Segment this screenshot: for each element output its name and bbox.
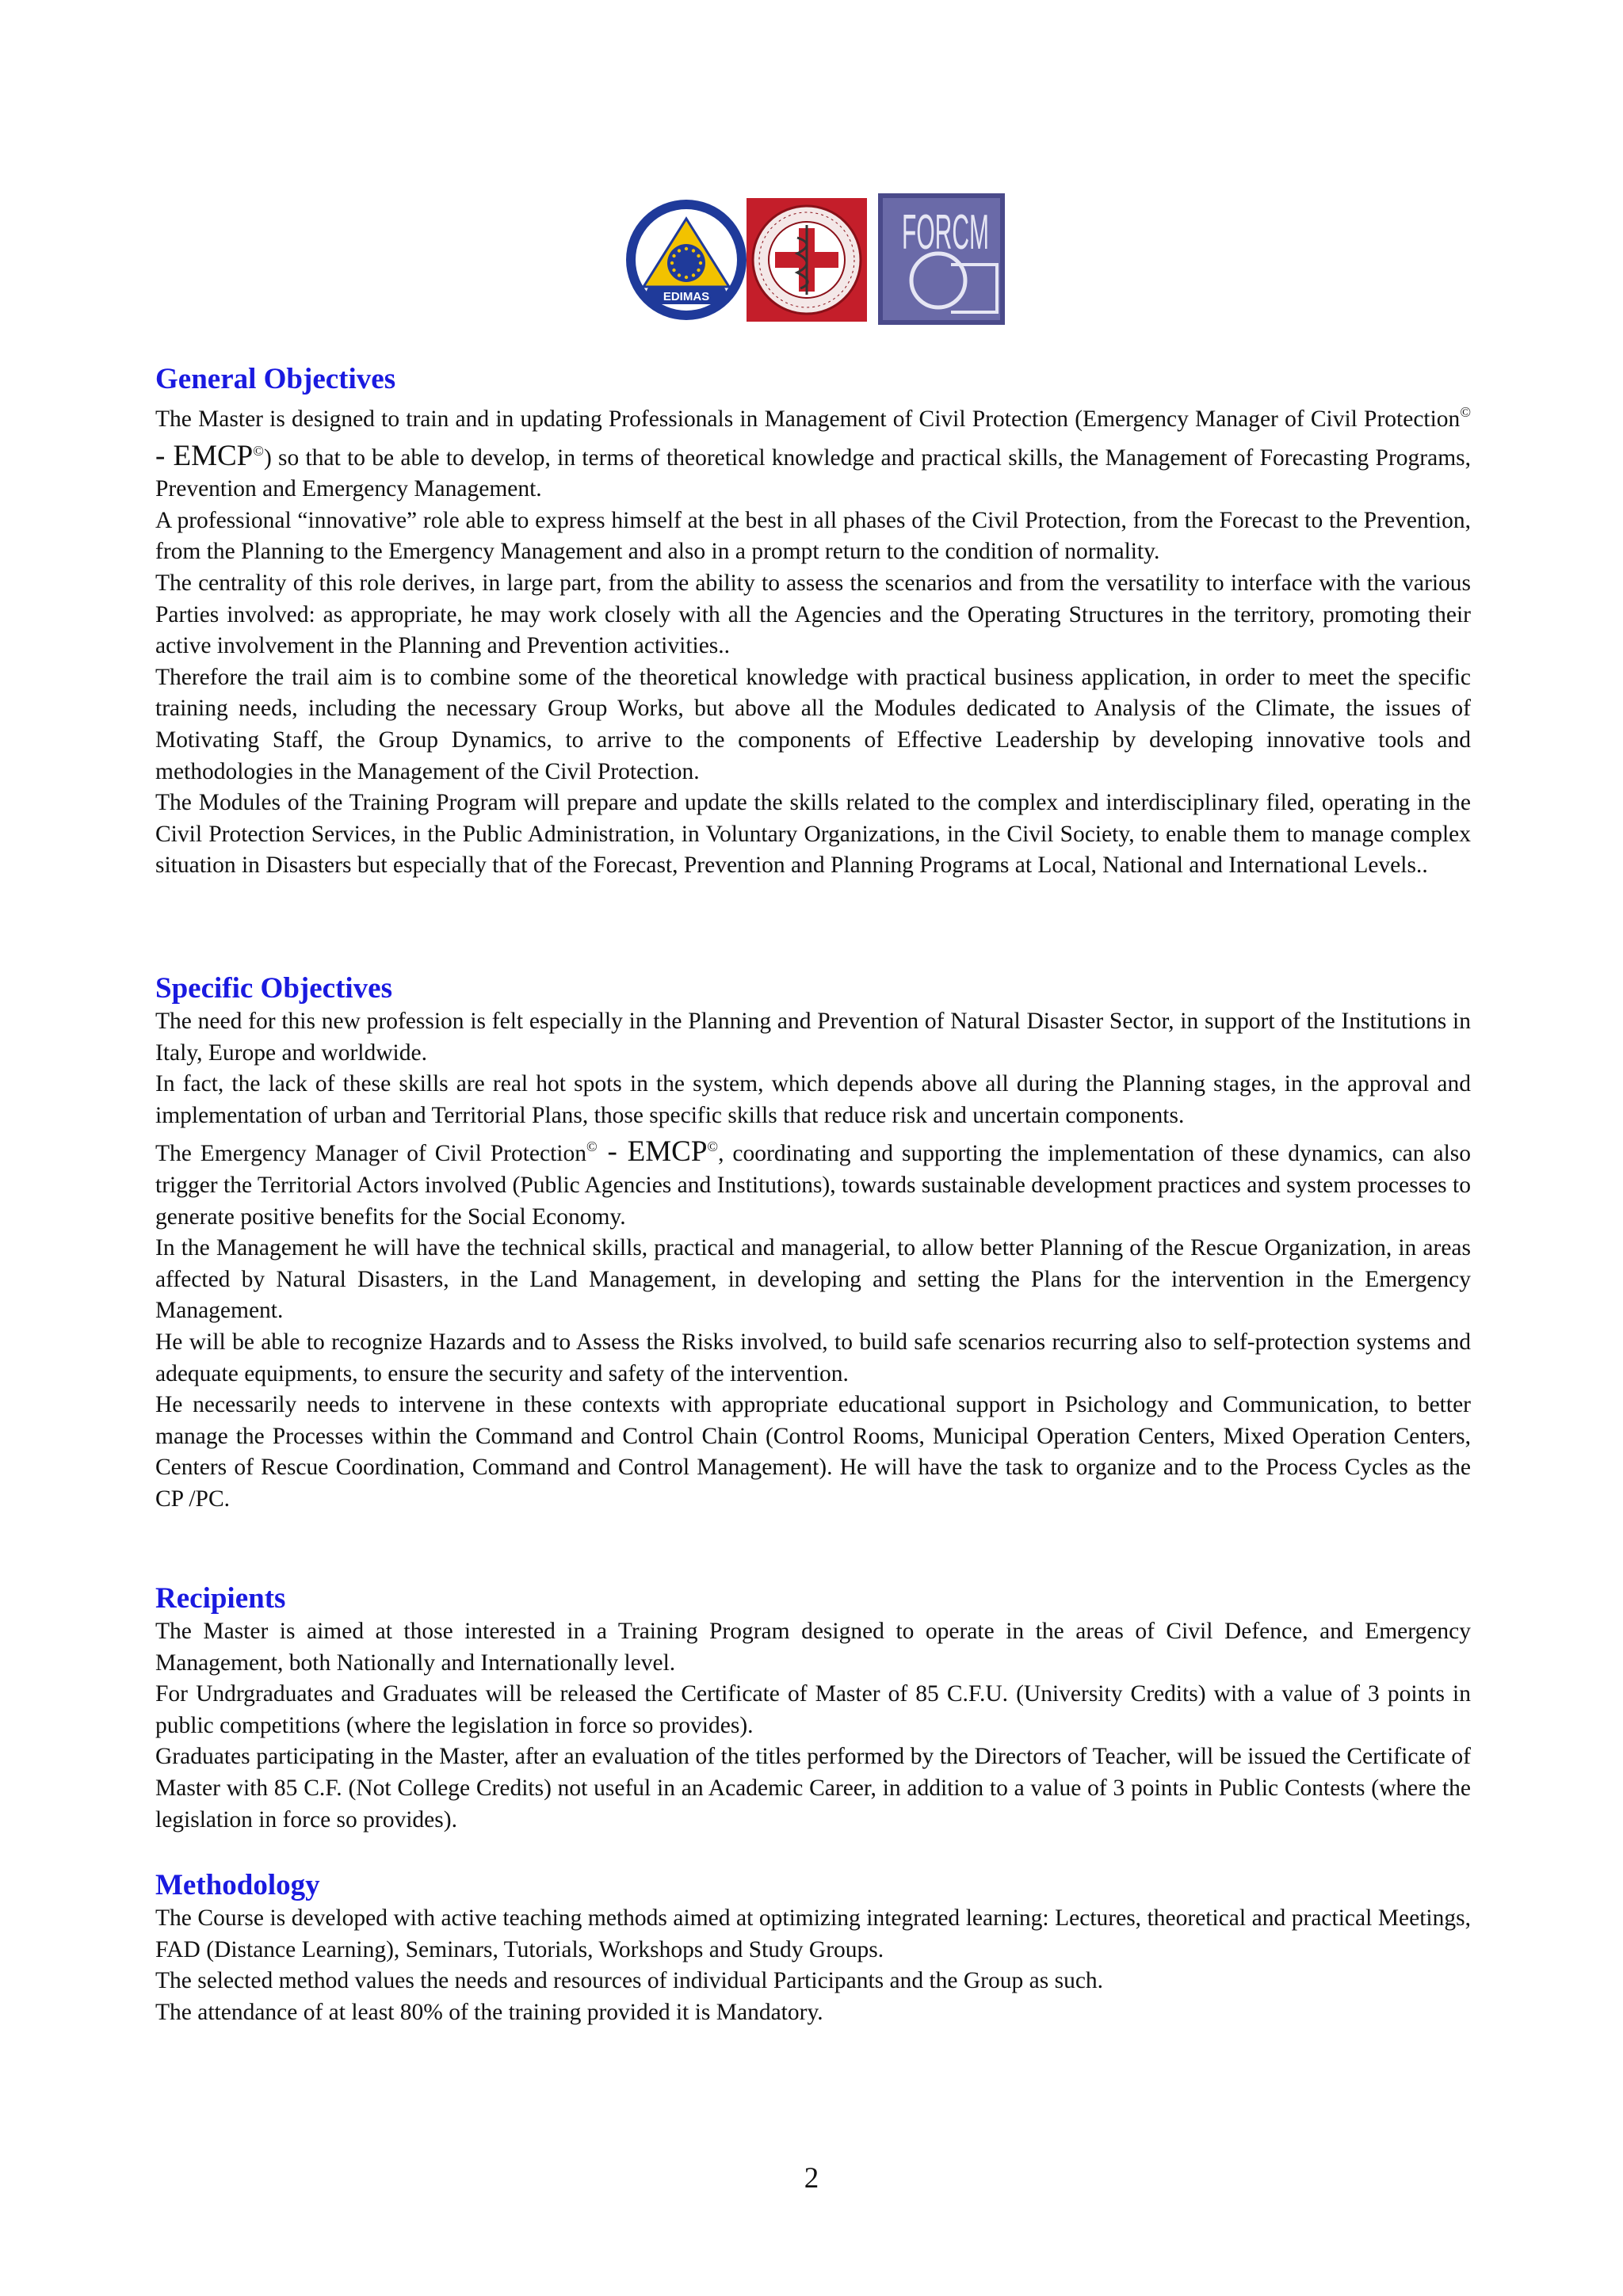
general-paragraph-3: The centrality of this role derives, in large part, from the ability to assess the scenarios and from the versatility to interface with the various Parties involved: as appropriate, he may work closely with all the Agencies and the Operating Structures in the territory, promoting their active involvement in the Planning and Prevention activities.. <box>155 570 1471 659</box>
copyright-mark: © <box>253 442 264 459</box>
specific-paragraph-5: He will be able to recognize Hazards and to Assess the Risks involved, to build safe scenarios recurring also to self-protection systems and adequate equipments, to ensure the security and safety of the intervention. <box>155 1329 1471 1386</box>
recipients-heading: Recipients <box>155 1582 286 1615</box>
medical-seal-logo <box>745 196 869 323</box>
methodology-heading: Methodology <box>155 1869 320 1901</box>
specific-paragraph-4: In the Management he will have the technical skills, practical and managerial, to allow better Planning of the Rescue Organization, in areas affected by Natural Disasters, in the Land Management, in developing and setting the Plans for the intervention in the Emergency Management. <box>155 1235 1471 1324</box>
specific-objectives-heading: Specific Objectives <box>155 972 392 1005</box>
recipients-paragraph-2: For Undrgraduates and Graduates will be released the Certificate of Master of 85 C.F.U. (University Credits) with a value of 3 points in public competitions (where the legislation in force so provides). <box>155 1681 1471 1738</box>
general-paragraph-1 <box>155 397 1471 505</box>
specific-paragraph-6: He necessarily needs to intervene in these contexts with appropriate educational support in Psichology and Communication, to better manage the Processes within the Command and Control Chain (Control Rooms, Municipal Operation Centers, Mixed Operation Centers, Centers of Rescue Coordination, Command and Control Management). He will have the task to organize and to the Process Cycles as the CP /PC. <box>155 1392 1471 1512</box>
forcm-logo-text: FORCM <box>902 205 989 260</box>
copyright-mark: © <box>1460 404 1471 420</box>
specific-paragraph-2: In fact, the lack of these skills are real hot spots in the system, which depends above all during the Planning stages, in the approval and implementation of urban and Territorial Plans, those specific skills that reduce risk and uncertain components. <box>155 1071 1471 1128</box>
dash: - <box>155 439 174 472</box>
specific-p3-start: The Emergency Manager of Civil Protection <box>155 1141 587 1167</box>
section-methodology <box>155 1868 1471 2028</box>
methodology-paragraph-1: The Course is developed with active teaching methods aimed at optimizing integrated learning: Lectures, theoretical and practical Meetings, FAD (Distance Learning), Seminars, Tutorials, Workshops and Study Groups. <box>155 1905 1471 1962</box>
copyright-mark: © <box>586 1138 598 1155</box>
general-paragraph-4: Therefore the trail aim is to combine some of the theoretical knowledge with practical business application, in order to meet the specific training needs, including the necessary Group Works, but above all the Modules dedicated to Analysis of the Climate, the issues of Motivating Staff, the Group Dynamics, to arrive to the components of Effective Leadership by developing innovative tools and methodologies in the Management of the Civil Protection. <box>155 664 1471 784</box>
specific-paragraph-3 <box>155 1131 1471 1233</box>
edimas-logo <box>624 198 748 322</box>
header-logos <box>618 193 1014 326</box>
general-p1-end: ) so that to be able to develop, in terms of theoretical knowledge and practical skills, the Management of Forecasting Programs, Prevention and Emergency Management. <box>155 444 1471 502</box>
specific-p3-end: , coordinating and supporting the implementation of these dynamics, can also trigger the Territorial Actors involved (Public Agencies and Institutions), towards sustainable development practices and system processes to generate positive benefits for the Social Economy. <box>155 1141 1471 1230</box>
methodology-paragraph-3: The attendance of at least 80% of the training provided it is Mandatory. <box>155 1999 823 2025</box>
general-objectives-heading: General Objectives <box>155 363 396 395</box>
section-recipients <box>155 1581 1471 1836</box>
general-paragraph-2: A professional “innovative” role able to express himself at the best in all phases of the Civil Protection, from the Forecast to the Prevention, from the Planning to the Emergency Management and also in a prompt return to the condition of normality. <box>155 507 1471 565</box>
recipients-paragraph-1: The Master is aimed at those interested in a Training Program designed to operate in the areas of Civil Defence, and Emergency Management, both Nationally and Internationally level. <box>155 1619 1471 1676</box>
copyright-mark: © <box>707 1138 719 1155</box>
specific-paragraph-1: The need for this new profession is felt especially in the Planning and Prevention of Natural Disaster Sector, in support of the Institutions in Italy, Europe and worldwide. <box>155 1009 1471 1066</box>
emcp-acronym: EMCP <box>173 439 254 472</box>
recipients-paragraph-3: Graduates participating in the Master, after an evaluation of the titles performed by the Directors of Teacher, will be issued the Certificate of Master with 85 C.F. (Not College Credits) not useful in an Academic Career, in addition to a value of 3 points in Public Contests (where the legislation in force so provides). <box>155 1744 1471 1833</box>
general-paragraph-5: The Modules of the Training Program will prepare and update the skills related to the complex and interdisciplinary filed, operating in the Civil Protection Services, in the Public Administration, in Voluntary Organizations, in the Civil Society, to enable them to manage complex situation in Disasters but especially that of the Forecast, Prevention and Planning Programs at Local, National and International Levels.. <box>155 790 1471 879</box>
section-general-objectives <box>155 362 1471 882</box>
section-specific-objectives <box>155 971 1471 1516</box>
edimas-logo-text: EDIMAS <box>663 290 710 303</box>
forcm-logo <box>878 193 1005 325</box>
dash: - <box>597 1135 628 1169</box>
general-p1-start: The Master is designed to train and in updating Professionals in Management of Civil Protection (Emergency Manager of Civil Protection <box>155 406 1461 432</box>
page-number: 2 <box>804 2162 819 2195</box>
emcp-acronym: EMCP <box>627 1135 708 1169</box>
methodology-paragraph-2: The selected method values the needs and resources of individual Participants and the Group as such. <box>155 1968 1104 1994</box>
